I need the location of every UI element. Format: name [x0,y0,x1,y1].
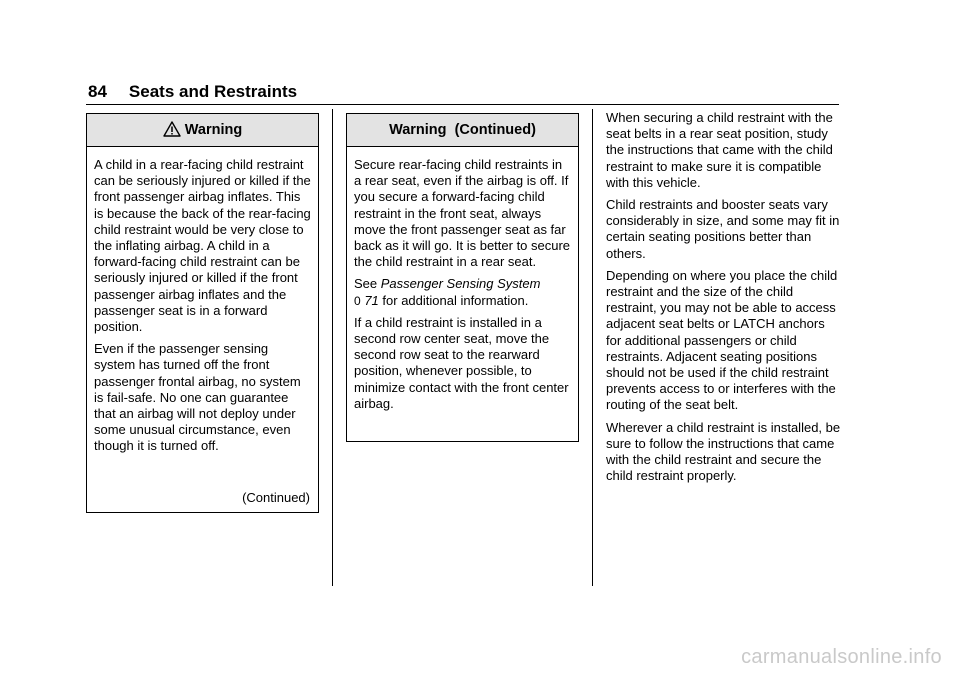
warning-box [86,113,319,513]
body-paragraph: When securing a child restraint with the seat belts in a rear seat position, study the instructions that came with the child restraint to make sure it is compatible with this vehicle. [606,110,833,190]
warning-continued-body [347,147,578,412]
warning-paragraph: If a child restraint is installed in a second row center seat, move the second row seat to the rearward position, whenever possible, to minimize contact with the front center airbag. [354,314,569,411]
reference-page-number[interactable]: 71 [364,292,379,308]
page-ref-arrow-icon: 0 [354,293,361,308]
section-title: Seats and Restraints [128,82,298,101]
warning-title: Warning [184,122,243,138]
column-divider-left [332,109,333,586]
warning-continued-header: Warning (Continued) [347,114,578,147]
body-paragraph: Wherever a child restraint is installed, be sure to follow the instructions that came with the child restraint and secure the child restraint properly. [606,419,841,484]
see-prefix: See [354,276,378,292]
watermark: carmanualsonline.info [741,646,942,668]
warning-paragraph: A child in a rear-facing child restraint can be seriously injured or killed if the front passenger airbag inflates. This is because the back of the rear-facing child restraint would be very close to the inflating airbag. A child in a forward-facing child restraint can be seriously injured or killed if the front passenger airbag inflates and the passenger seat is in a forward position. [94,157,311,335]
body-paragraph: Depending on where you place the child restraint and the size of the child restraint, you may not be able to access adjacent seat belts or LATCH anchors for additional passengers or child restraints. Adjacent seating positions should not be used if the child restraint prevents access to or interferes with the routing of the seat belt. [606,267,838,413]
header-rule [86,104,839,105]
warning-body [87,147,318,455]
see-suffix: for additional information. [382,292,529,308]
warning-paragraph: Secure rear-facing child restraints in a rear seat, even if the airbag is off. If you secure a forward-facing child restraint in the front seat, always move the front passenger seat as far back as it will go. It is better to secure the child restraint in a rear seat. [354,157,571,270]
continued-label: (Continued) [242,490,310,505]
warning-triangle-icon [163,117,181,133]
page-header [88,80,297,104]
warning-header [87,114,318,147]
body-paragraph: Child restraints and booster seats vary considerably in size, and some may fit in certain seating positions better than others. [606,197,840,261]
column-divider-right [592,109,593,586]
cross-reference [354,276,572,308]
warning-continued-box [346,113,579,442]
page-number: 84 [88,82,107,101]
right-column [606,110,842,490]
warning-paragraph: Even if the passenger sensing system has turned off the front passenger frontal airbag, no system is fail-safe. No one can guarantee that an airbag will not deploy under some unusual circumstance, even though it is turned off. [94,341,301,454]
reference-link[interactable]: Passenger Sensing System [380,276,541,292]
